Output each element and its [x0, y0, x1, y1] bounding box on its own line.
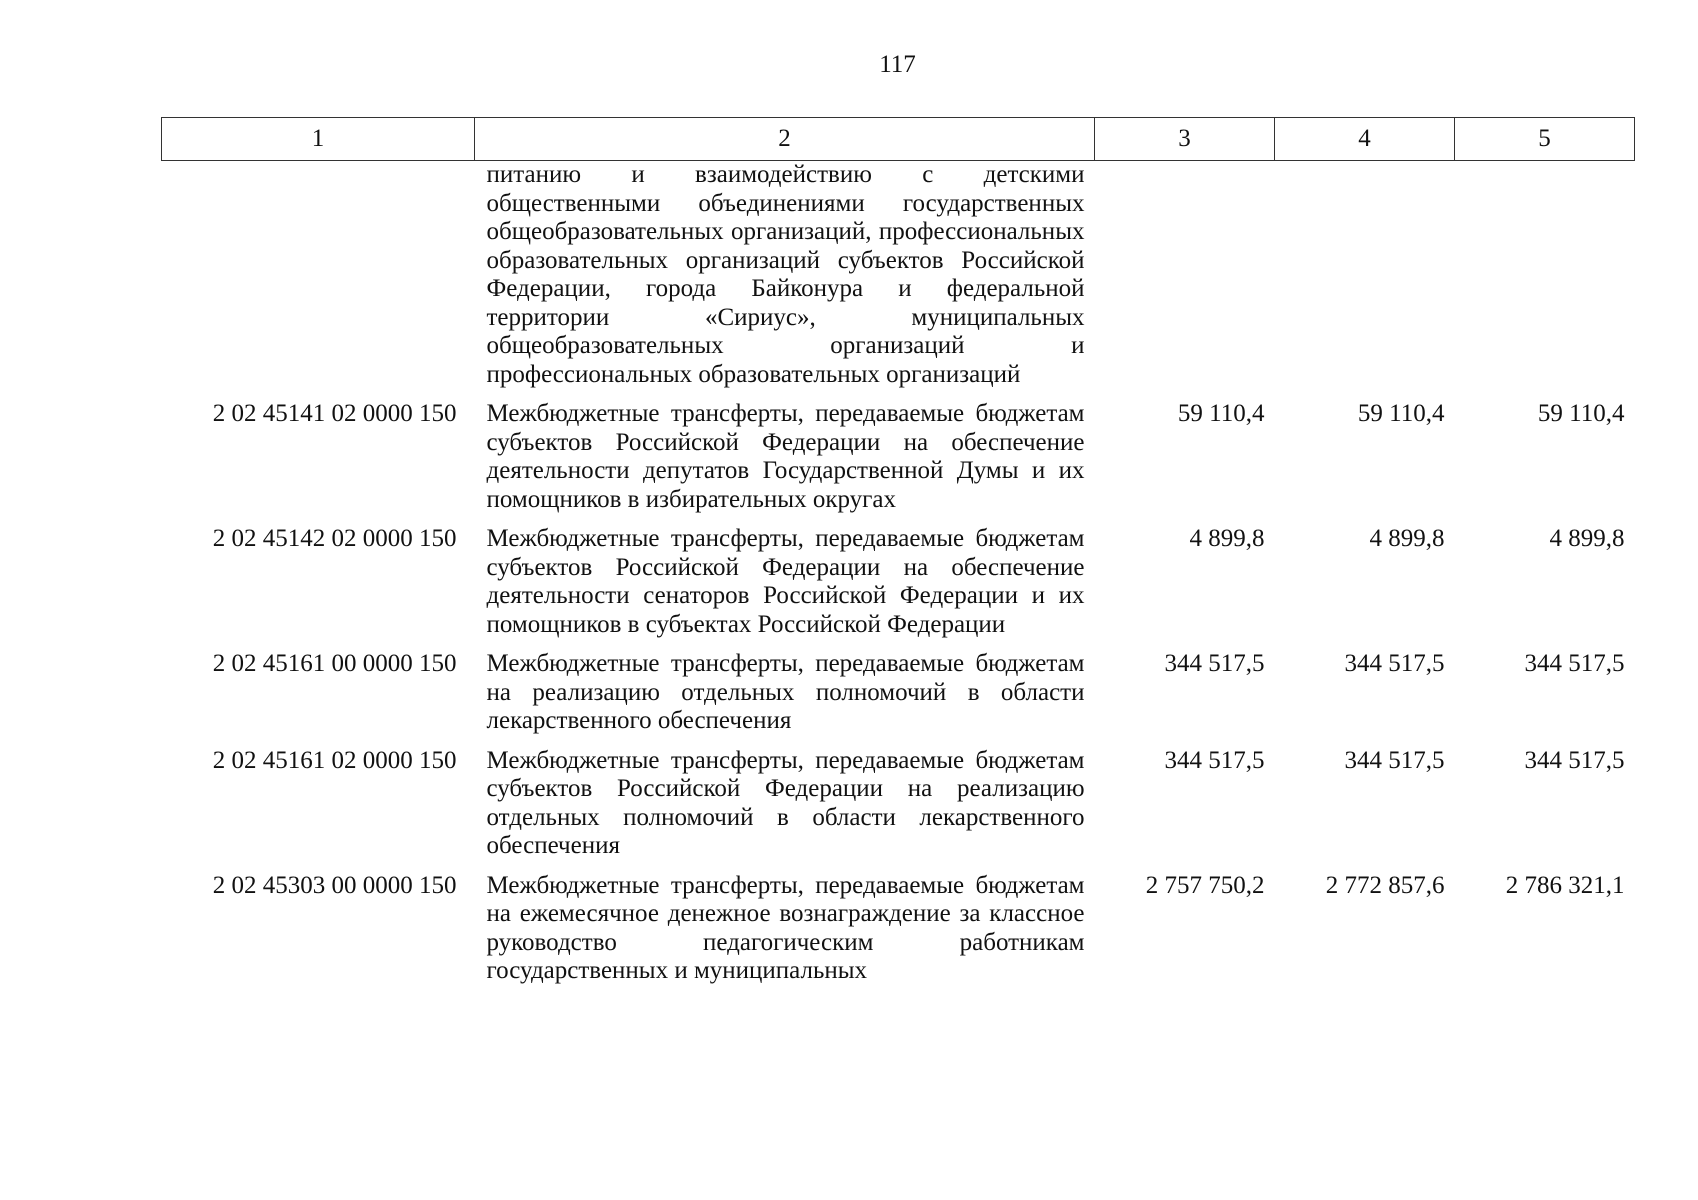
- cell-code: 2 02 45141 02 0000 150: [212, 400, 457, 427]
- cell-value-col5: 2 786 321,1: [1505, 871, 1625, 899]
- table-row: [162, 400, 1635, 525]
- column-header-4: 4: [1275, 118, 1455, 161]
- cell-value-col5: 344 517,5: [1524, 746, 1625, 774]
- table-row: [162, 650, 1635, 747]
- cell-code-empty: [162, 161, 475, 401]
- table-header-row: [162, 118, 1635, 161]
- table-row: [162, 872, 1635, 997]
- cell-description: Межбюджетные трансферты, передаваемые бюджетам субъектов Российской Федерации на обеспечение деятельности депутатов Государственной Думы и их помощников в избирательных округах: [486, 400, 1085, 513]
- cell-value-col3: 344 517,5: [1164, 746, 1265, 774]
- table-row: [162, 525, 1635, 650]
- cell-value-col3: 59 110,4: [1177, 400, 1265, 427]
- budget-table: [161, 117, 1635, 997]
- cell-value-col4: 344 517,5: [1344, 746, 1445, 774]
- column-header-3: 3: [1095, 118, 1275, 161]
- cell-code: 2 02 45161 00 0000 150: [212, 650, 457, 677]
- cell-value-col5: 344 517,5: [1524, 650, 1625, 677]
- cell-description-continuation: питанию и взаимодействию с детскими общественными объединениями государственных общеобразовательных организаций, профессиональных образовательных организаций субъектов Российской Федерации, города Байконура и федеральной территории «Сириус», муниципальных общеобразовательных организаций и профессиональных образовательных организаций: [486, 161, 1085, 388]
- table-row: [162, 747, 1635, 872]
- column-header-5: 5: [1455, 118, 1635, 161]
- cell-value-col5: 4 899,8: [1549, 525, 1625, 552]
- column-header-1: 1: [162, 118, 475, 161]
- cell-value-col4: 344 517,5: [1344, 650, 1445, 677]
- cell-code: 2 02 45142 02 0000 150: [212, 525, 457, 552]
- cell-description: Межбюджетные трансферты, передаваемые бюджетам на ежемесячное денежное вознаграждение за классное руководство педагогическим работникам государственных и муниципальных: [486, 871, 1085, 984]
- cell-value-col4: 4 899,8: [1369, 525, 1445, 552]
- cell-code: 2 02 45161 02 0000 150: [212, 746, 457, 774]
- page-number: 117: [879, 51, 916, 78]
- cell-value-col3: 344 517,5: [1164, 650, 1265, 677]
- cell-description: Межбюджетные трансферты, передаваемые бюджетам на реализацию отдельных полномочий в области лекарственного обеспечения: [486, 650, 1085, 734]
- column-header-2: 2: [475, 118, 1095, 161]
- cell-value-col3: 2 757 750,2: [1145, 871, 1265, 899]
- cell-value-empty: [1455, 161, 1635, 401]
- cell-value-empty: [1095, 161, 1275, 401]
- cell-description: Межбюджетные трансферты, передаваемые бюджетам субъектов Российской Федерации на обеспечение деятельности сенаторов Российской Федерации и их помощников в субъектах Российской Федерации: [486, 525, 1085, 638]
- cell-value-col4: 59 110,4: [1357, 400, 1445, 427]
- cell-value-col4: 2 772 857,6: [1325, 871, 1445, 899]
- cell-value-col3: 4 899,8: [1189, 525, 1265, 552]
- cell-value-empty: [1275, 161, 1455, 401]
- cell-description: Межбюджетные трансферты, передаваемые бюджетам субъектов Российской Федерации на реализацию отдельных полномочий в области лекарственного обеспечения: [486, 746, 1085, 859]
- cell-value-col5: 59 110,4: [1537, 400, 1625, 427]
- cell-code: 2 02 45303 00 0000 150: [212, 871, 457, 899]
- table-row-continuation: [162, 161, 1635, 401]
